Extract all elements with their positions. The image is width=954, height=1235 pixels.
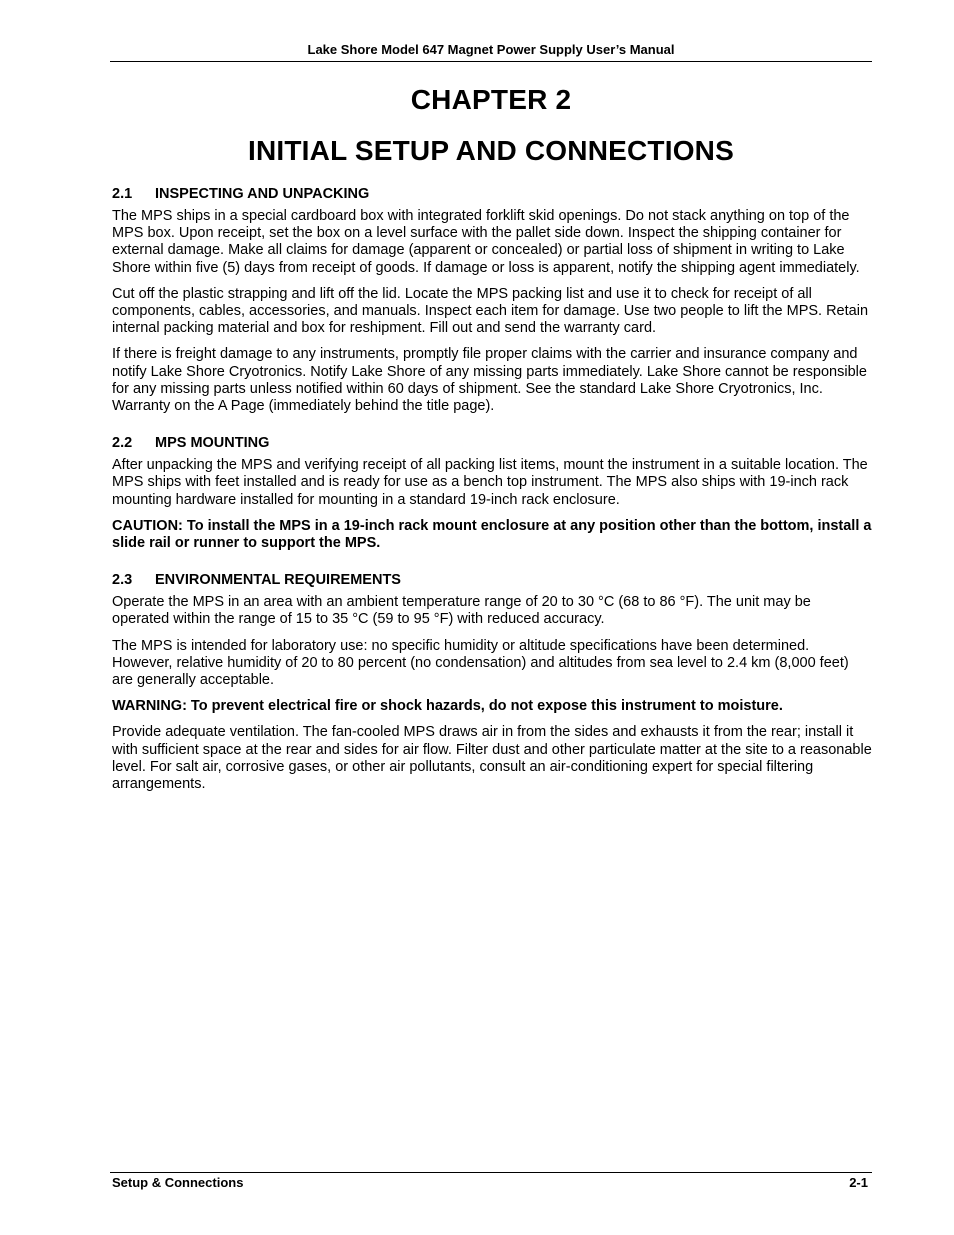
section-title: MPS MOUNTING [155,435,270,452]
section-mps-mounting [112,435,872,552]
paragraph: Cut off the plastic strapping and lift off the lid. Locate the MPS packing list and use it to check for receipt of all components, cables, accessories, and manuals. Inspect each item for damage. Use two people to lift the MPS. Retain internal packing material and box for reshipment. Fill out and send the warranty card. [112,285,869,337]
running-header: Lake Shore Model 647 Magnet Power Supply User’s Manual [307,42,675,57]
section-title: INSPECTING AND UNPACKING [155,186,370,202]
warning-note: WARNING: To prevent electrical fire or shock hazards, do not expose this instrument to moisture. [112,698,783,715]
chapter-number: CHAPTER 2 [410,84,572,115]
document-body [112,186,872,813]
paragraph: Operate the MPS in an area with an ambient temperature range of 20 to 30 °C (68 to 86 °F). The unit may be operated within the range of 15 to 35 °C (59 to 95 °F) with reduced accuracy. [112,594,811,628]
section-number: 2.1 [112,186,133,202]
section-number: 2.3 [112,572,133,589]
section-heading [112,186,872,202]
chapter-title: INITIAL SETUP AND CONNECTIONS [248,135,734,166]
section-heading [112,435,872,451]
header-rule [110,61,872,62]
paragraph: The MPS is intended for laboratory use: no specific humidity or altitude specifications have been determined. However, relative humidity of 20 to 80 percent (no condensation) and altitudes from sea level to 2.4 km (8,000 feet) are generally acceptable. [112,637,849,689]
paragraph: After unpacking the MPS and verifying receipt of all packing list items, mount the instrument in a suitable location. The MPS ships with feet installed and is ready for use as a bench top instrument. The MPS also ships with 19-inch rack mounting hardware installed for mounting in a standard 19-inch rack enclosure. [112,457,868,508]
section-title: ENVIRONMENTAL REQUIREMENTS [155,572,401,589]
section-number: 2.2 [112,435,133,452]
paragraph: If there is freight damage to any instruments, promptly file proper claims with the carrier and insurance company and notify Lake Shore Cryotronics. Notify Lake Shore of any missing parts immediately. Lake Shore cannot be responsible for any missing parts unless notified within 60 days of shipment. See the standard Lake Shore Cryotronics, Inc. Warranty on the A Page (immediately behind the title page). [112,346,867,415]
footer-rule [110,1172,872,1173]
section-heading [112,572,872,588]
page-number: 2-1 [849,1175,868,1190]
paragraph: Provide adequate ventilation. The fan-cooled MPS draws air in from the sides and exhausts it from the rear; install it with sufficient space at the rear and sides for air flow. Filter dust and other particulate matter at the site to a reasonable level. For salt air, corrosive gases, or other air pollutants, consult an air-conditioning expert for special filtering arrangements. [112,724,872,793]
section-inspecting-unpacking [112,186,872,415]
footer-section-name: Setup & Connections [112,1175,244,1190]
section-environmental-requirements [112,572,872,793]
caution-note: CAUTION: To install the MPS in a 19-inch rack mount enclosure at any position other than the bottom, install a slide rail or runner to support the MPS. [112,517,872,552]
paragraph: The MPS ships in a special cardboard box with integrated forklift skid openings. Do not stack anything on top of the MPS box. Upon receipt, set the box on a level surface with the pallet side down. Inspect the shipping container for external damage. Make all claims for damage (apparent or concealed) or partial loss of shipment in writing to Lake Shore within five (5) days from receipt of goods. If damage or loss is apparent, notify the shipping agent immediately. [112,208,860,276]
